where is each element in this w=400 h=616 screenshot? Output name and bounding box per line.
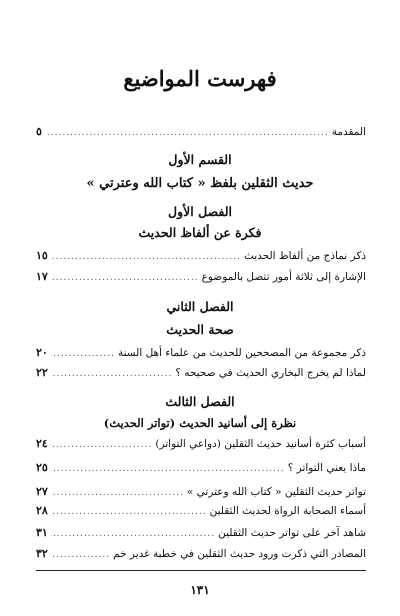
chapter-heading-2: الفصل الثاني [166,299,234,314]
toc-entry-text: ذكر نماذج من ألفاظ الحديث [243,250,366,262]
footer-rule [36,570,366,571]
toc-entry [36,504,366,520]
toc-entry-page: ٢٢ [36,366,48,379]
toc-leader-dots [51,488,184,498]
toc-leader-dots [51,464,285,474]
toc-leader-dots [51,369,172,379]
toc-entry [36,526,366,542]
toc-entry-page: ١٥ [36,249,48,262]
toc-entry-page: ٢٥ [36,461,48,474]
page-title: فهرست المواضيع [123,66,277,91]
toc-entry [36,437,366,453]
toc-entry [36,485,366,501]
chapter-heading-3: الفصل الثالث [165,394,235,409]
toc-entry-page: ٢٠ [36,346,48,359]
toc-leader-dots [51,349,115,359]
toc-entry-text: المقدمة [331,126,366,138]
toc-entry [36,547,366,563]
toc-entry-page: ١٧ [36,270,48,283]
chapter-title-3: نظرة إلى أسانيد الحديث (تواتر الحديث) [103,416,297,430]
toc-entry-text: الإشارة إلى ثلاثة أمور تتصل بالموضوع [201,271,366,283]
chapter-heading-1: الفصل الأول [168,204,232,219]
chapter-title-2: صحة الحديث [166,322,234,337]
toc-entry-page: ٢٤ [36,437,48,450]
toc-leader-dots [51,440,153,450]
toc-entry-text: أسماء الصحابة الرواة لحديث الثقلين [209,505,366,517]
toc-entry-page: ٢٧ [36,485,48,498]
toc-entry-text: لماذا لم يخرج البخاري الحديث في صحيحه ؟ [175,367,366,379]
toc-entry-text: تواتر حديث الثقلين « كتاب الله وعترتي » [186,486,366,498]
toc-entry-intro [36,125,366,141]
toc-leader-dots [51,252,241,262]
toc-entry [36,249,366,265]
toc-entry-text: شاهد آخر على تواتر حديث الثقلين [218,527,366,539]
toc-leader-dots [51,529,215,539]
toc-entry-page: ٢٨ [36,504,48,517]
toc-leader-dots [51,273,199,283]
toc-entry [36,346,366,362]
toc-entry-page: ٥ [36,125,42,138]
toc-entry [36,461,366,477]
toc-entry-text: ماذا يعني التواتر ؟ [287,462,366,474]
page-number: ١٣١ [190,583,210,597]
toc-entry-page: ٣١ [36,526,48,539]
toc-leader-dots [45,128,329,138]
chapter-title-1: فكرة عن ألفاظ الحديث [138,225,262,240]
toc-entry-text: أسباب كثرة أسانيد حديث الثقلين (دواعي التواتر) [155,438,366,450]
toc-entry-text: ذكر مجموعة من المصححين للحديث من علماء أهل السنة [117,347,366,359]
part-title: حديث الثقلين بلفظ « كتاب الله وعترتي » [86,176,314,191]
toc-entry [36,366,366,382]
toc-entry-text: المصادر التي ذكرت ورود حديث الثقلين في خطبة غدير خم [113,548,366,560]
toc-entry-page: ٣٢ [36,547,48,560]
toc-entry [36,270,366,286]
toc-leader-dots [51,550,110,560]
part-heading: القسم الأول [168,152,232,167]
toc-leader-dots [51,507,207,517]
